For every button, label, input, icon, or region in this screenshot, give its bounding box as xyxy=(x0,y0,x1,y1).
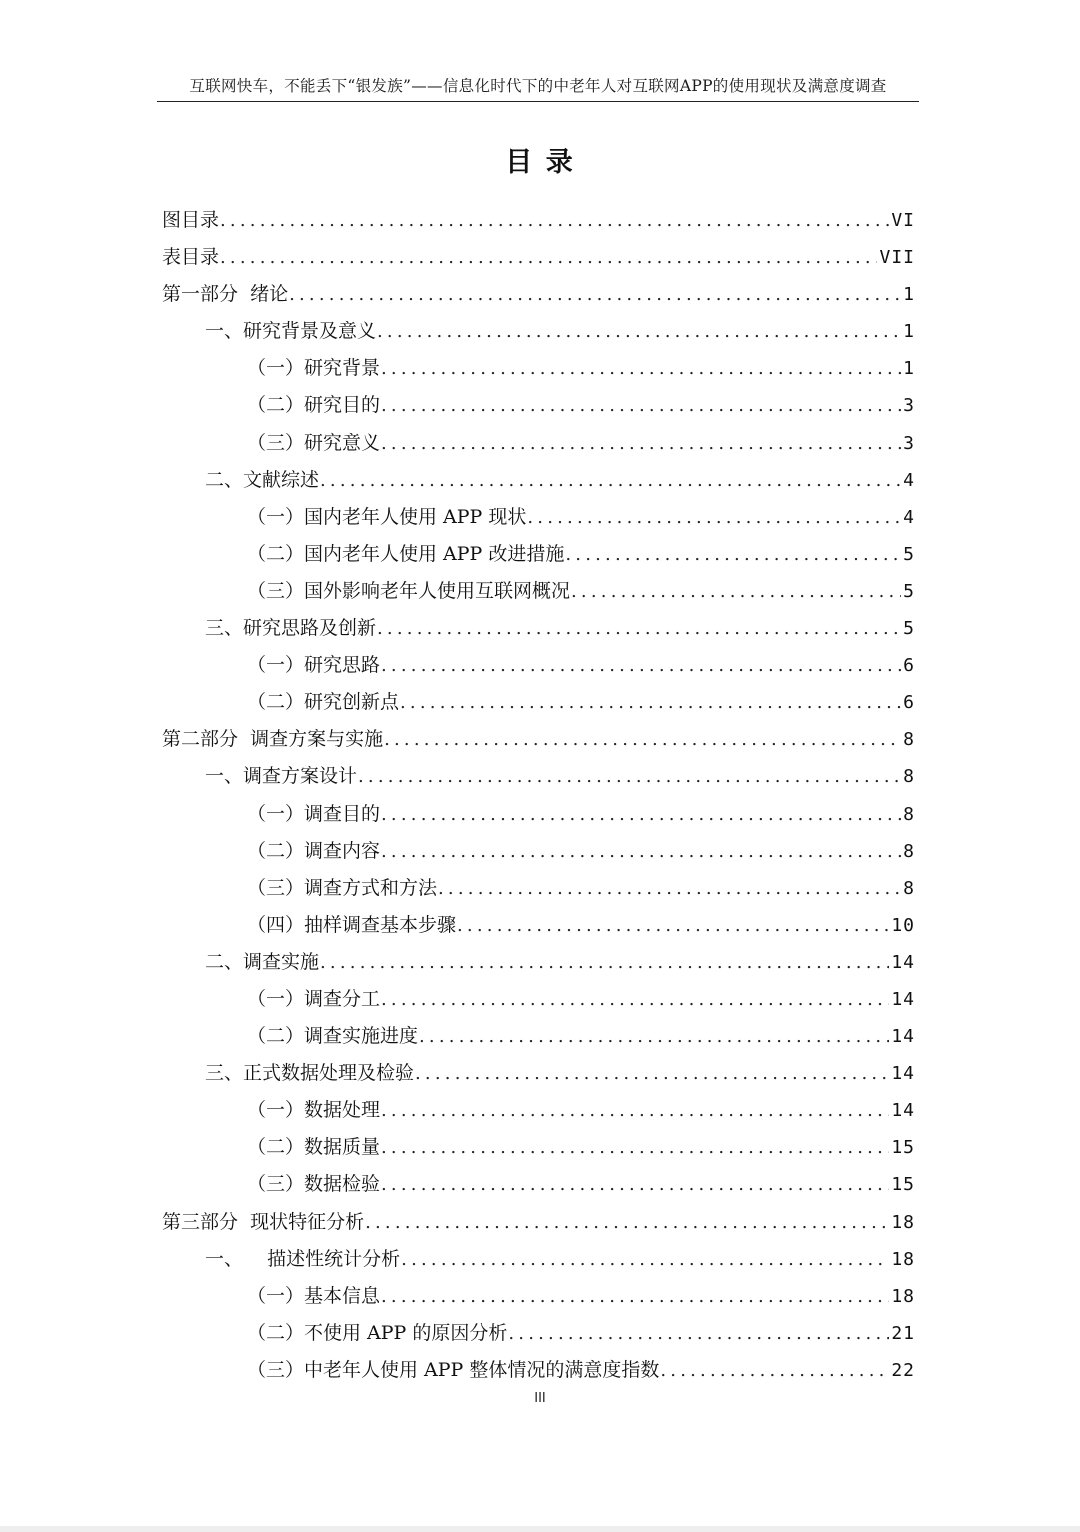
toc-dot-leader xyxy=(527,499,901,536)
running-header: 互联网快车，不能丢下“银发族”——信息化时代下的中老年人对互联网APP的使用现状及满意度调查 xyxy=(189,77,887,95)
toc-entry[interactable] xyxy=(205,313,915,350)
toc-dot-leader xyxy=(377,610,901,647)
toc-dot-leader xyxy=(571,573,901,610)
toc-dot-leader xyxy=(438,870,901,907)
toc-entry-label: （三）国外影响老年人使用互联网概况 xyxy=(247,579,571,602)
toc-entry-label: 一、调查方案设计 xyxy=(205,765,358,788)
toc-dot-leader xyxy=(457,907,889,944)
toc-dot-leader xyxy=(220,239,877,276)
toc-entry[interactable] xyxy=(205,1055,915,1092)
toc-entry[interactable] xyxy=(205,462,915,499)
toc-entry-page: 6 xyxy=(903,692,915,714)
toc-entry[interactable] xyxy=(162,721,915,758)
toc-entry-label: （二）数据质量 xyxy=(247,1136,381,1159)
toc-entry-label: （一）调查目的 xyxy=(247,802,381,825)
toc-entry[interactable] xyxy=(205,610,915,647)
toc-entry-label: （一）研究思路 xyxy=(247,654,381,677)
toc-dot-leader xyxy=(381,1166,889,1203)
toc-entry-page: VII xyxy=(879,247,915,269)
toc-entry[interactable] xyxy=(205,1241,915,1278)
toc-entry-label: （一）基本信息 xyxy=(247,1284,381,1307)
toc-dot-leader xyxy=(381,796,901,833)
toc-entry-page: VI xyxy=(891,210,915,231)
toc-dot-leader xyxy=(289,276,901,313)
toc-entry-page: 5 xyxy=(903,580,915,602)
toc-entry[interactable] xyxy=(247,499,915,536)
toc-entry[interactable] xyxy=(247,907,915,944)
toc-entry[interactable] xyxy=(247,1352,915,1389)
toc-entry-label: 三、正式数据处理及检验 xyxy=(205,1062,415,1085)
toc-entry-label: （二）调查实施进度 xyxy=(247,1025,419,1048)
toc-entry-label: （一）数据处理 xyxy=(247,1099,381,1122)
toc-entry[interactable] xyxy=(162,202,915,239)
toc-entry-page: 21 xyxy=(891,1322,915,1344)
toc-entry-label: （二）研究目的 xyxy=(247,394,381,417)
toc-entry-label: 第一部分 绪论 xyxy=(162,283,289,306)
toc-entry-label: 一、 描述性统计分析 xyxy=(205,1247,401,1270)
toc-entry-label: （二）国内老年人使用 APP 改进措施 xyxy=(247,542,565,565)
toc-entry-label: 图目录 xyxy=(162,209,220,231)
toc-entry-page: 22 xyxy=(891,1359,915,1381)
toc-entry-label: 二、调查实施 xyxy=(205,950,320,973)
toc-dot-leader xyxy=(381,425,901,462)
toc-dot-leader xyxy=(365,1204,889,1241)
toc-dot-leader xyxy=(381,647,901,684)
toc-entry-page: 15 xyxy=(891,1174,915,1196)
toc-entry-label: （四）抽样调查基本步骤 xyxy=(247,913,457,936)
toc-entry[interactable] xyxy=(205,758,915,795)
toc-dot-leader xyxy=(508,1315,889,1352)
toc-entry-label: 一、研究背景及意义 xyxy=(205,320,377,343)
toc-entry-page: 8 xyxy=(903,803,915,825)
toc-entry[interactable] xyxy=(247,1278,915,1315)
toc-entry-page: 1 xyxy=(903,321,915,343)
toc-entry-page: 8 xyxy=(903,729,915,751)
toc-dot-leader xyxy=(381,1129,889,1166)
toc-entry-page: 4 xyxy=(903,506,915,528)
toc-entry[interactable] xyxy=(162,276,915,313)
toc-entry[interactable] xyxy=(247,387,915,424)
toc-entry-page: 1 xyxy=(903,284,915,306)
toc-entry[interactable] xyxy=(247,350,915,387)
toc-entry-page: 18 xyxy=(891,1248,915,1270)
toc-entry-label: （一）调查分工 xyxy=(247,987,381,1010)
toc-entry[interactable] xyxy=(247,684,915,721)
toc-entry[interactable] xyxy=(247,536,915,573)
toc-entry[interactable] xyxy=(247,981,915,1018)
toc-dot-leader xyxy=(377,313,901,350)
toc-entry-label: 第二部分 调查方案与实施 xyxy=(162,728,384,751)
toc-entry-page: 1 xyxy=(903,358,915,380)
bottom-band xyxy=(0,1526,1080,1532)
toc-entry-page: 14 xyxy=(891,1063,915,1085)
toc-entry-page: 4 xyxy=(903,469,915,491)
toc-dot-leader xyxy=(660,1352,889,1389)
page-number: III xyxy=(534,1391,546,1406)
toc-entry-page: 5 xyxy=(903,618,915,640)
toc-dot-leader xyxy=(384,721,901,758)
toc-dot-leader xyxy=(381,981,889,1018)
header-rule xyxy=(157,101,919,102)
toc-entry[interactable] xyxy=(247,647,915,684)
toc-entry-page: 15 xyxy=(891,1137,915,1159)
toc-entry-label: 二、文献综述 xyxy=(205,468,320,491)
toc-entry[interactable] xyxy=(247,1129,915,1166)
toc-dot-leader xyxy=(565,536,901,573)
toc-entry-label: （二）调查内容 xyxy=(247,839,381,862)
toc-entry-label: （二）不使用 APP 的原因分析 xyxy=(247,1321,508,1344)
toc-entry[interactable] xyxy=(247,425,915,462)
toc-entry-page: 8 xyxy=(903,877,915,899)
toc-entry-page: 14 xyxy=(891,1100,915,1122)
toc-dot-leader xyxy=(320,462,901,499)
toc-entry-page: 3 xyxy=(903,395,915,417)
toc-entry-page: 8 xyxy=(903,766,915,788)
toc-entry[interactable] xyxy=(247,870,915,907)
toc-entry-label: （三）中老年人使用 APP 整体情况的满意度指数 xyxy=(247,1358,660,1381)
toc-dot-leader xyxy=(320,944,889,981)
toc-dot-leader xyxy=(381,1092,889,1129)
toc-entry-page: 10 xyxy=(891,914,915,936)
toc-entry[interactable] xyxy=(247,1092,915,1129)
toc-dot-leader xyxy=(400,684,901,721)
toc-entry-label: （一）研究背景 xyxy=(247,357,381,380)
toc-dot-leader xyxy=(381,833,901,870)
toc-entry[interactable] xyxy=(247,1166,915,1203)
toc-dot-leader xyxy=(381,350,901,387)
toc-entry-label: 表目录 xyxy=(162,246,220,269)
toc-entry-page: 14 xyxy=(891,988,915,1010)
toc-entry-label: （三）数据检验 xyxy=(247,1173,381,1196)
toc-entry-page: 5 xyxy=(903,543,915,565)
toc-entry-label: （一）国内老年人使用 APP 现状 xyxy=(247,505,527,528)
toc-entry-page: 3 xyxy=(903,432,915,454)
toc-entry-page: 8 xyxy=(903,840,915,862)
toc-dot-leader xyxy=(401,1241,889,1278)
toc-entry-page: 18 xyxy=(891,1285,915,1307)
toc-entry[interactable] xyxy=(247,1018,915,1055)
toc-entry[interactable] xyxy=(247,833,915,870)
toc-dot-leader xyxy=(220,202,889,239)
toc-entry-page: 14 xyxy=(891,1026,915,1048)
toc-entry[interactable] xyxy=(205,944,915,981)
toc-dot-leader xyxy=(419,1018,889,1055)
toc-dot-leader xyxy=(358,758,901,795)
toc-entry[interactable] xyxy=(162,239,915,276)
toc-entry-label: （二）研究创新点 xyxy=(247,691,400,714)
toc-entry-page: 18 xyxy=(891,1211,915,1233)
toc-entry-label: （三）研究意义 xyxy=(247,431,381,454)
toc-entry-label: 三、研究思路及创新 xyxy=(205,617,377,640)
toc-entry[interactable] xyxy=(247,796,915,833)
toc-dot-leader xyxy=(381,1278,889,1315)
toc-entry[interactable] xyxy=(247,573,915,610)
toc-dot-leader xyxy=(415,1055,889,1092)
toc-title: 目 录 xyxy=(505,147,575,178)
toc-entry-label: 第三部分 现状特征分析 xyxy=(162,1210,365,1233)
toc-entry-page: 6 xyxy=(903,655,915,677)
toc-entry[interactable] xyxy=(162,1204,915,1241)
toc-entry-label: （三）调查方式和方法 xyxy=(247,876,438,899)
toc-entry[interactable] xyxy=(247,1315,915,1352)
toc-dot-leader xyxy=(381,387,901,424)
toc-entry-page: 14 xyxy=(891,951,915,973)
toc-list xyxy=(0,202,1080,1389)
